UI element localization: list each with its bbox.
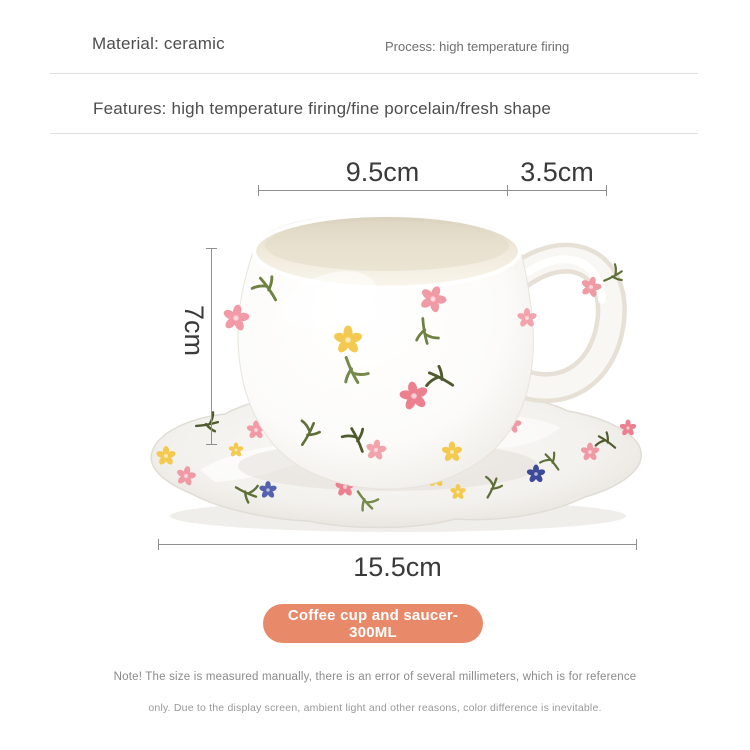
measure-tick bbox=[507, 185, 508, 196]
features-text: Features: high temperature firing/fine porcelain/fresh shape bbox=[93, 99, 552, 118]
measure-tick bbox=[158, 539, 159, 550]
measure-tick bbox=[258, 185, 259, 196]
top-measure-line bbox=[258, 190, 607, 191]
height-measure-line bbox=[211, 248, 212, 445]
handle-width-label: 3.5cm bbox=[520, 157, 594, 187]
measure-tick bbox=[206, 248, 217, 249]
note-line-1: Note! The size is measured manually, there is an error of several millimeters, which is for reference bbox=[113, 671, 637, 683]
material-text: Material: ceramic bbox=[92, 34, 225, 53]
measure-tick bbox=[636, 539, 637, 550]
cup-rim-inner-shadow bbox=[265, 221, 509, 271]
product-variant-button[interactable]: Coffee cup and saucer-300ML bbox=[263, 604, 483, 643]
measure-tick bbox=[606, 185, 607, 196]
cup-height-label: 7cm bbox=[179, 305, 209, 357]
saucer-measure-line bbox=[158, 544, 637, 545]
saucer-width-label: 15.5cm bbox=[353, 552, 442, 582]
note-line-2: only. Due to the display screen, ambient light and other reasons, color difference is inevitable. bbox=[148, 702, 602, 714]
process-text: Process: high temperature firing bbox=[385, 39, 570, 54]
measure-tick bbox=[206, 444, 217, 445]
cup-width-label: 9.5cm bbox=[345, 157, 420, 187]
